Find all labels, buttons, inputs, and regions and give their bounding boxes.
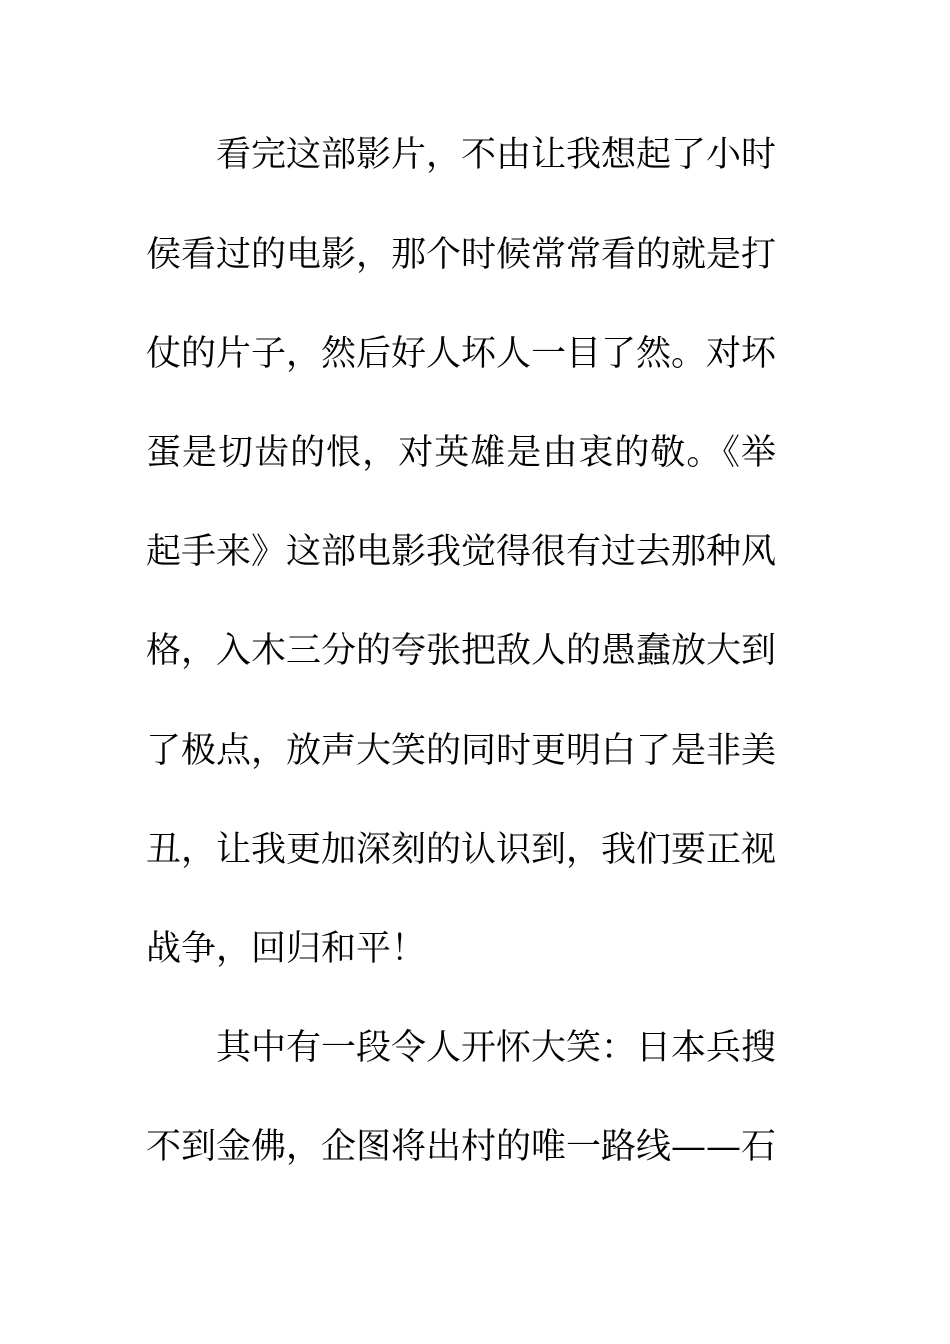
text-line: 格，入木三分的夸张把敌人的愚蠢放大到 (146, 631, 777, 671)
text-line: 丑，让我更加深刻的认识到，我们要正视 (146, 830, 777, 870)
text-line: 侯看过的电影，那个时候常常看的就是打 (146, 235, 777, 275)
text-line: 战争，回归和平！ (146, 929, 427, 969)
text-line: 仗的片子，然后好人坏人一目了然。对坏 (146, 334, 777, 374)
text-line: 起手来》这部电影我觉得很有过去那种风 (146, 532, 777, 572)
text-line: 看完这部影片，不由让我想起了小时 (216, 135, 777, 175)
text-line: 不到金佛，企图将出村的唯一路线——石 (146, 1127, 777, 1167)
text-line: 蛋是切齿的恨，对英雄是由衷的敬。《举 (146, 433, 776, 473)
text-line: 了极点，放声大笑的同时更明白了是非美 (146, 731, 777, 771)
text-line: 其中有一段令人开怀大笑：日本兵搜 (216, 1028, 777, 1068)
